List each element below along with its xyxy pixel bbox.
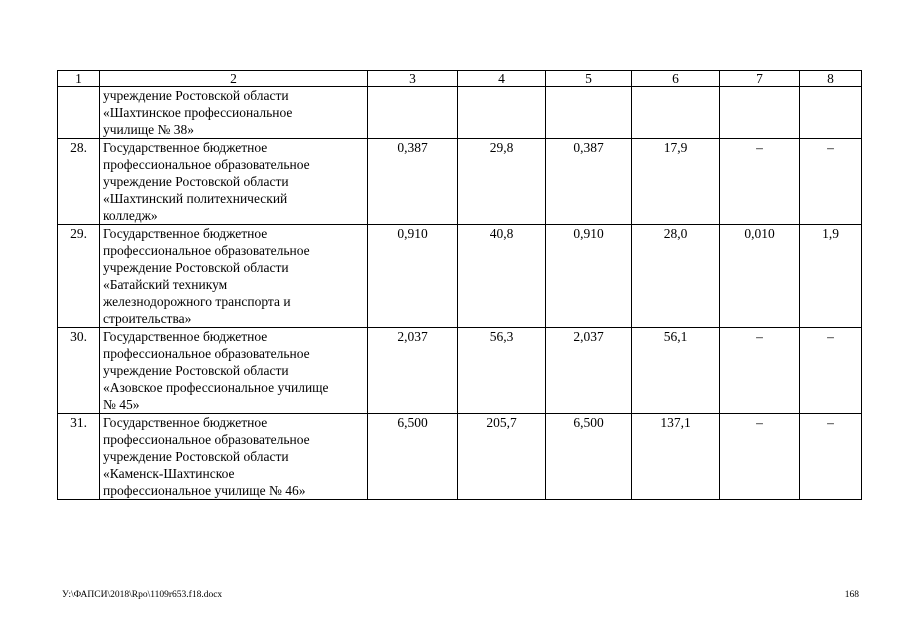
value-cell xyxy=(800,87,862,139)
value-cell xyxy=(546,87,632,139)
header-cell: 7 xyxy=(720,71,800,87)
page-number: 168 xyxy=(844,590,859,600)
value-cell: 29,8 xyxy=(458,139,546,225)
value-cell: 56,1 xyxy=(632,328,720,414)
value-cell: – xyxy=(720,414,800,500)
value-cell: 137,1 xyxy=(632,414,720,500)
row-number: 28. xyxy=(58,139,100,225)
institution-name: Государственное бюджетное профессиональное образовательное учреждение Ростовской области «Батайский техникум железнодорожного транспорта и строительства» xyxy=(100,225,368,328)
institution-name: Государственное бюджетное профессиональное образовательное учреждение Ростовской области «Шахтинский политехнический колледж» xyxy=(100,139,368,225)
header-cell: 2 xyxy=(100,71,368,87)
value-cell xyxy=(632,87,720,139)
value-cell: 40,8 xyxy=(458,225,546,328)
value-cell xyxy=(720,87,800,139)
row-number xyxy=(58,87,100,139)
header-cell: 8 xyxy=(800,71,862,87)
value-cell: 0,910 xyxy=(546,225,632,328)
value-cell: 2,037 xyxy=(546,328,632,414)
institution-name: Государственное бюджетное профессиональное образовательное учреждение Ростовской области «Каменск-Шахтинское профессиональное училище № 46» xyxy=(100,414,368,500)
header-cell: 4 xyxy=(458,71,546,87)
value-cell: 0,387 xyxy=(546,139,632,225)
row-number: 30. xyxy=(58,328,100,414)
header-row xyxy=(58,71,862,87)
value-cell: 205,7 xyxy=(458,414,546,500)
value-cell: – xyxy=(800,414,862,500)
value-cell: – xyxy=(800,328,862,414)
table-row xyxy=(58,225,862,328)
value-cell: 17,9 xyxy=(632,139,720,225)
footer-file-path: У:\ФАПСИ\2018\Rpo\1109r653.f18.docx xyxy=(62,590,223,600)
table-row xyxy=(58,328,862,414)
value-cell: 6,500 xyxy=(368,414,458,500)
value-cell: 0,387 xyxy=(368,139,458,225)
value-cell: – xyxy=(800,139,862,225)
table-row xyxy=(58,414,862,500)
institution-name: учреждение Ростовской области «Шахтинское профессиональное училище № 38» xyxy=(100,87,368,139)
data-table xyxy=(57,70,862,500)
value-cell: 0,910 xyxy=(368,225,458,328)
value-cell: – xyxy=(720,139,800,225)
header-cell: 1 xyxy=(58,71,100,87)
value-cell: 1,9 xyxy=(800,225,862,328)
table-row xyxy=(58,139,862,225)
value-cell: 56,3 xyxy=(458,328,546,414)
value-cell: 28,0 xyxy=(632,225,720,328)
value-cell: 0,010 xyxy=(720,225,800,328)
institution-name: Государственное бюджетное профессиональное образовательное учреждение Ростовской области «Азовское профессиональное училище № 45» xyxy=(100,328,368,414)
value-cell xyxy=(458,87,546,139)
value-cell: 6,500 xyxy=(546,414,632,500)
header-cell: 5 xyxy=(546,71,632,87)
row-number: 31. xyxy=(58,414,100,500)
header-cell: 3 xyxy=(368,71,458,87)
value-cell: 2,037 xyxy=(368,328,458,414)
value-cell: – xyxy=(720,328,800,414)
value-cell xyxy=(368,87,458,139)
header-cell: 6 xyxy=(632,71,720,87)
table-row xyxy=(58,87,862,139)
row-number: 29. xyxy=(58,225,100,328)
